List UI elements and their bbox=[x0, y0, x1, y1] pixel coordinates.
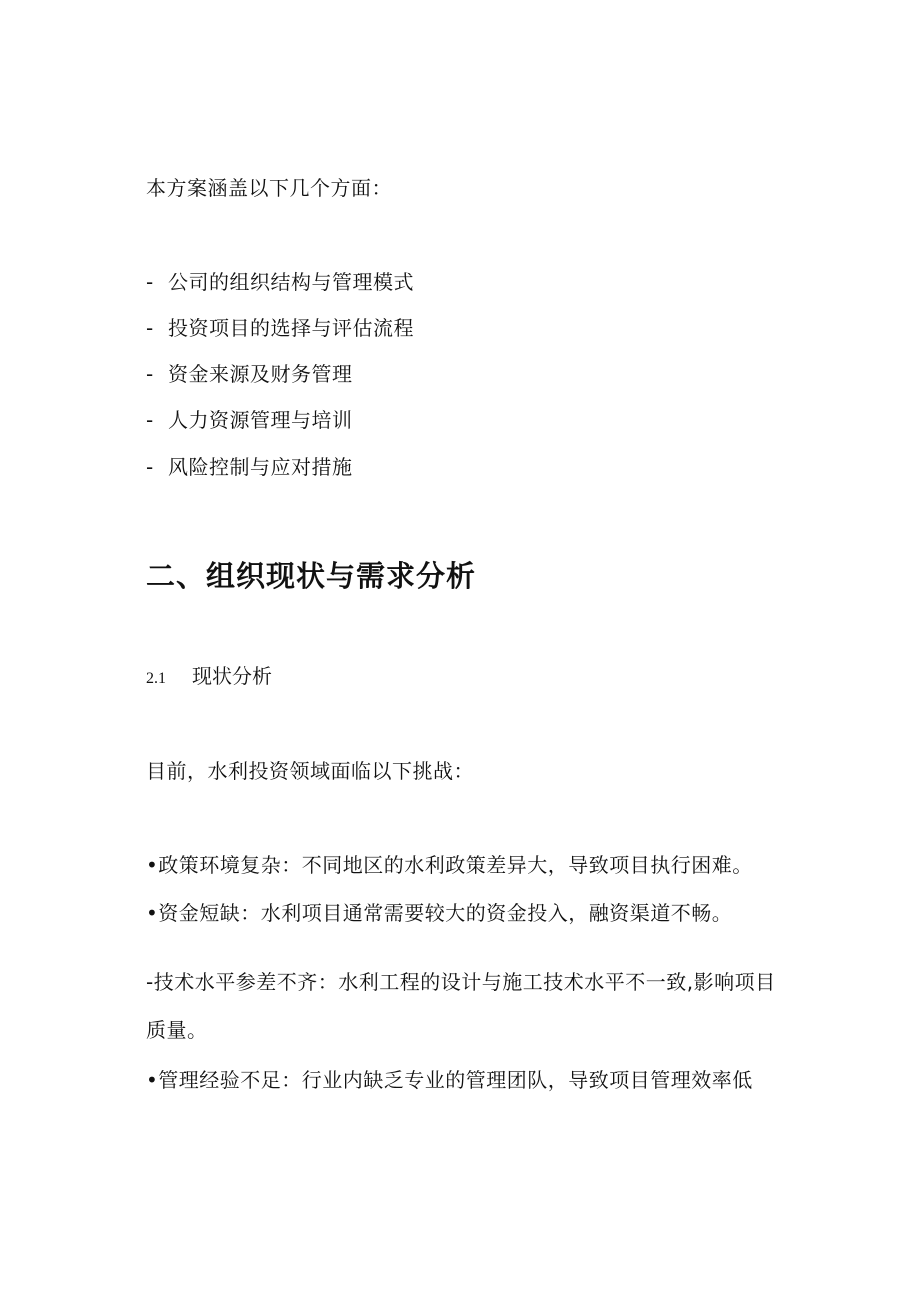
subsection-number: 2.1 bbox=[146, 670, 166, 687]
aspect-label: 资金来源及财务管理 bbox=[168, 362, 353, 386]
challenge-item: •资金短缺：水利项目通常需要较大的资金投入，融资渠道不畅。 bbox=[146, 901, 733, 925]
dash-marker: - bbox=[146, 316, 154, 340]
aspect-label: 投资项目的选择与评估流程 bbox=[168, 316, 414, 340]
aspect-item bbox=[146, 268, 414, 296]
aspect-item bbox=[146, 406, 353, 434]
aspect-item bbox=[146, 314, 414, 342]
management-challenge: •管理经验不足：行业内缺乏专业的管理团队，导致项目管理效率低 bbox=[146, 1068, 753, 1092]
dash-marker: - bbox=[146, 455, 154, 479]
subsection-heading bbox=[146, 662, 272, 693]
intro-text: 本方案涵盖以下几个方面： bbox=[146, 176, 392, 200]
aspect-label: 风险控制与应对措施 bbox=[168, 455, 353, 479]
section-heading: 二、组织现状与需求分析 bbox=[146, 559, 477, 593]
challenge-item: •政策环境复杂：不同地区的水利政策差异大，导致项目执行困难。 bbox=[146, 853, 753, 877]
tech-challenge-line1: -技术水平参差不齐：水利工程的设计与施工技术水平不一致,影响项目 bbox=[146, 970, 776, 994]
aspect-item bbox=[146, 360, 353, 388]
challenges-intro: 目前，水利投资领域面临以下挑战： bbox=[146, 759, 474, 783]
subsection-title: 现状分析 bbox=[192, 664, 272, 688]
aspect-label: 人力资源管理与培训 bbox=[168, 408, 353, 432]
dash-marker: - bbox=[146, 408, 154, 432]
dash-marker: - bbox=[146, 270, 154, 294]
dash-marker: - bbox=[146, 362, 154, 386]
aspect-item bbox=[146, 453, 353, 481]
tech-challenge-line2: 质量。 bbox=[146, 1018, 208, 1042]
aspect-label: 公司的组织结构与管理模式 bbox=[168, 270, 414, 294]
